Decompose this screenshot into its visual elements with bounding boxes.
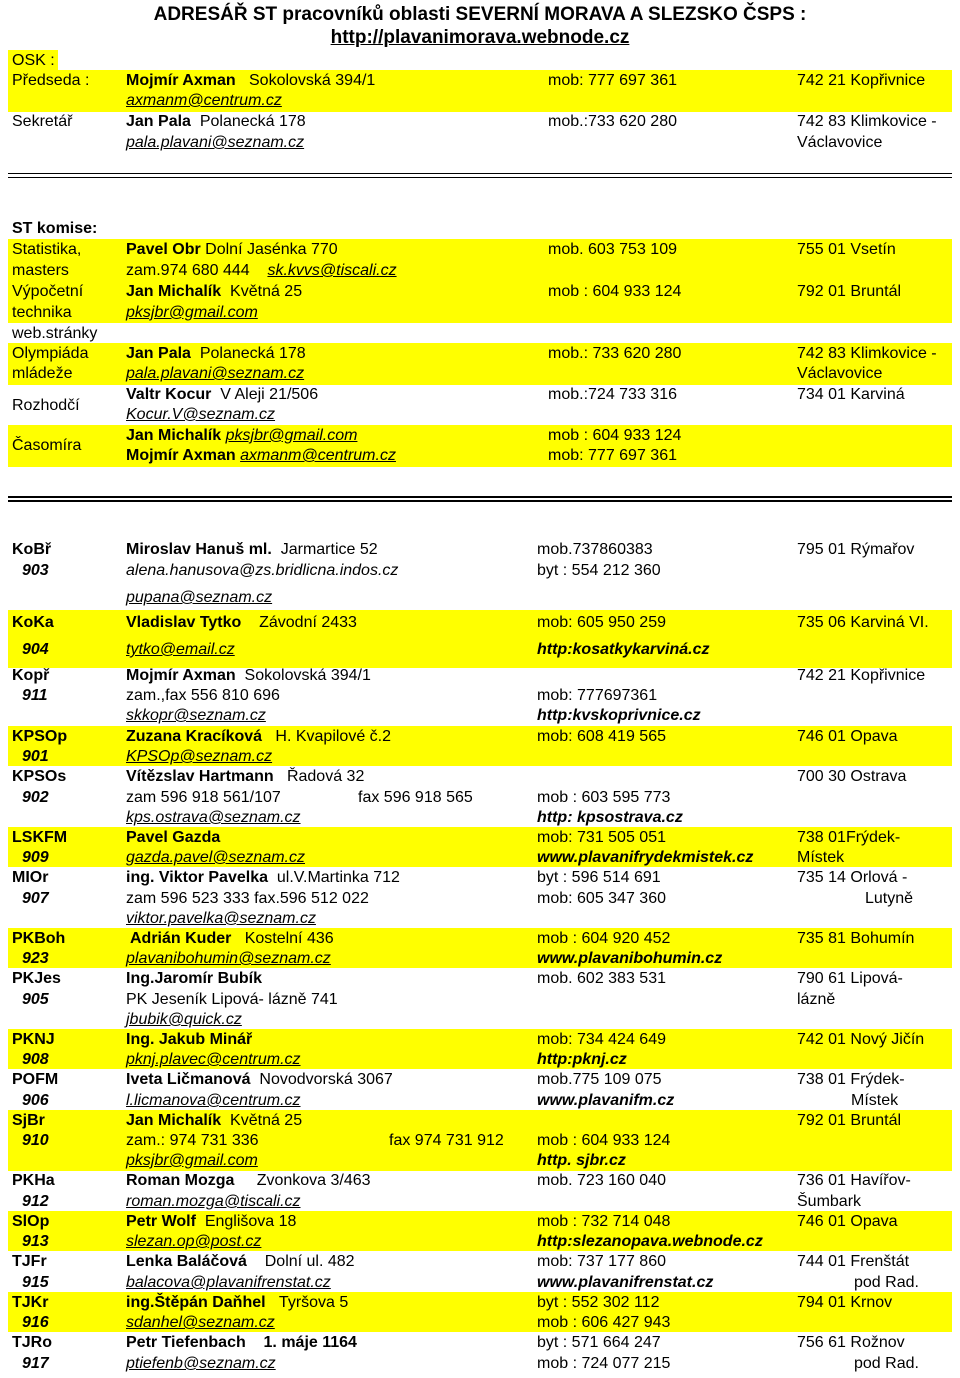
olympiada-email[interactable]: pala.plavani@seznam.cz [126, 365, 305, 382]
club-address: Sokolovská 394/1 [244, 667, 371, 684]
club-person: Petr Wolf [126, 1213, 196, 1230]
club-code: PKBoh [12, 930, 66, 947]
club-code: TJKr [12, 1294, 49, 1311]
club-number: 903 [22, 562, 49, 579]
club-code: KPSOp [12, 728, 68, 745]
predseda-phone: mob: 777 697 361 [548, 72, 677, 89]
club-city-2: Lutyně [865, 890, 914, 907]
club-city: 742 01 Nový Jičín [797, 1031, 925, 1048]
club-web[interactable]: www.plavanibohumin.cz [537, 950, 723, 967]
club-person: Zuzana Kracíková [126, 728, 263, 745]
club-number: 916 [22, 1314, 49, 1331]
club-person: Vítězslav Hartmann [126, 768, 274, 785]
club-code: Kopř [12, 667, 50, 684]
olympiada-phone: mob.: 733 620 280 [548, 345, 682, 362]
sekretar-phone: mob.:733 620 280 [548, 113, 677, 130]
club-code: TJFr [12, 1253, 47, 1270]
club-city: 735 81 Bohumín [797, 930, 915, 947]
club-phone: mob.737860383 [537, 541, 653, 558]
club-phone: mob : 732 714 048 [537, 1213, 671, 1230]
club-code: KPSOs [12, 768, 67, 785]
olympiada-role-2: mládeže [12, 365, 73, 382]
club-contact [126, 1212, 296, 1232]
statistika-contact-2 [126, 261, 397, 281]
club-person: Mojmír Axman [126, 667, 236, 684]
club-number: 913 [22, 1233, 49, 1250]
club-code: KoKa [12, 614, 54, 631]
club-phone: mob: 731 505 051 [537, 829, 666, 846]
divider [8, 496, 952, 498]
club-web[interactable]: http:pknj.cz [537, 1051, 627, 1068]
club-number: 904 [22, 641, 49, 658]
club-city-1: 790 61 Lipová- [797, 970, 903, 987]
club-person: Lenka Baláčová [126, 1253, 247, 1270]
club-email[interactable]: l.licmanova@centrum.cz [126, 1092, 301, 1109]
club-number: 910 [22, 1132, 49, 1149]
club-number: 908 [22, 1051, 49, 1068]
club-person: Ing. Jakub Minář [126, 1031, 253, 1048]
club-phone: mob: 734 424 649 [537, 1031, 666, 1048]
club-address: Tyršova 5 [278, 1294, 349, 1311]
vypocetni-role-1: Výpočetní [12, 283, 84, 300]
club-person: Iveta Ličmanová [126, 1071, 251, 1088]
club-city-1: 756 61 Rožnov [797, 1334, 905, 1351]
club-city: 792 01 Bruntál [797, 1112, 902, 1129]
club-contact [126, 1252, 355, 1272]
vypocetni-contact [126, 282, 302, 302]
club-web[interactable]: http: kpsostrava.cz [537, 809, 683, 826]
sekretar-email[interactable]: pala.plavani@seznam.cz [126, 134, 305, 151]
club-extra: zam.: 974 731 336 [126, 1132, 259, 1149]
vypocetni-name: Jan Michalík [126, 283, 222, 300]
rozhodci-contact [126, 385, 318, 405]
club-web[interactable]: http. sjbr.cz [537, 1152, 626, 1169]
club-email[interactable]: plavanibohumin@seznam.cz [126, 950, 331, 967]
club-number: 912 [22, 1193, 49, 1210]
club-phone-2: mob : 606 427 943 [537, 1314, 671, 1331]
club-address: Dolní ul. 482 [264, 1253, 355, 1270]
statistika-email[interactable]: sk.kvvs@tiscali.cz [267, 262, 397, 279]
casomira-phone-2: mob: 777 697 361 [548, 447, 677, 464]
club-contact [126, 868, 400, 888]
club-extra: PK Jeseník Lipová- lázně 741 [126, 991, 338, 1008]
club-contact [126, 613, 357, 633]
vypocetni-email[interactable]: pksjbr@gmail.com [126, 304, 258, 321]
sekretar-contact [126, 112, 306, 132]
club-phone: mob.775 109 075 [537, 1071, 662, 1088]
predseda-role: Předseda : [12, 72, 90, 89]
statistika-city: 755 01 Vsetín [797, 241, 896, 258]
club-address: Englišova 18 [204, 1213, 297, 1230]
club-web[interactable]: http:kvskoprivnice.cz [537, 707, 701, 724]
sekretar-name: Jan Pala [126, 113, 191, 130]
club-email[interactable]: slezan.op@post.cz [126, 1233, 262, 1250]
vypocetni-phone: mob : 604 933 124 [548, 283, 682, 300]
club-city-2: lázně [797, 991, 836, 1008]
website-link[interactable]: http://plavanimorava.webnode.cz [330, 27, 630, 48]
club-email[interactable]: pknj.plavec@centrum.cz [126, 1051, 301, 1068]
club-fax: fax 596 918 565 [358, 789, 473, 806]
club-contact [126, 727, 391, 747]
club-contact [126, 1070, 393, 1090]
club-address: Kostelní 436 [244, 930, 334, 947]
club-phone: byt : 596 514 691 [537, 869, 661, 886]
club-phone: mob: 737 177 860 [537, 1253, 666, 1270]
club-number: 915 [22, 1274, 49, 1291]
club-email[interactable]: tytko@email.cz [126, 641, 235, 658]
club-city: 700 30 Ostrava [797, 768, 907, 785]
club-email[interactable]: gazda.pavel@seznam.cz [126, 849, 305, 866]
club-address: Květná 25 [230, 1112, 303, 1129]
rozhodci-city: 734 01 Karviná [797, 386, 905, 403]
divider [8, 177, 952, 178]
predseda-contact [126, 71, 375, 91]
club-address: Zvonkova 3/463 [256, 1172, 371, 1189]
rozhodci-name: Valtr Kocur [126, 386, 212, 403]
casomira-role: Časomíra [12, 437, 82, 454]
club-city-1: 736 01 Havířov- [797, 1172, 911, 1189]
club-contact [126, 1293, 348, 1313]
club-phone-2: byt : 554 212 360 [537, 562, 661, 579]
club-address: ul.V.Martinka 712 [276, 869, 400, 886]
club-web[interactable]: www.plavanifrenstat.cz [537, 1274, 714, 1291]
club-phone: mob: 777697361 [537, 687, 658, 704]
statistika-role-2: masters [12, 262, 69, 279]
club-contact [126, 1111, 302, 1131]
club-person: Vladislav Tytko [126, 614, 242, 631]
club-city-1: 738 01Frýdek- [797, 829, 901, 846]
rozhodci-email[interactable]: Kocur.V@seznam.cz [126, 406, 276, 423]
club-person: Miroslav Hanuš ml. [126, 541, 272, 558]
club-phone-2: mob : 724 077 215 [537, 1355, 671, 1372]
vypocetni-role-3: web.stránky [12, 325, 98, 342]
club-number: 906 [22, 1092, 49, 1109]
statistika-role-1: Statistika, [12, 241, 82, 258]
club-phone: mob : 604 933 124 [537, 1132, 671, 1149]
vypocetni-city: 792 01 Bruntál [797, 283, 902, 300]
club-person: Roman Mozga [126, 1172, 235, 1189]
club-address: Novodvorská 3067 [259, 1071, 393, 1088]
club-person: Jan Michalík [126, 1112, 222, 1129]
club-number: 901 [22, 748, 49, 765]
club-number: 917 [22, 1355, 49, 1372]
statistika-name: Pavel Obr [126, 241, 201, 258]
club-number: 902 [22, 789, 49, 806]
casomira-phone-1: mob : 604 933 124 [548, 427, 682, 444]
club-code: MIOr [12, 869, 49, 886]
club-code: PKJes [12, 970, 61, 987]
olympiada-address: Polanecká 178 [199, 345, 306, 362]
club-phone: mob: 605 950 259 [537, 614, 666, 631]
club-contact [126, 666, 371, 686]
club-city-2: pod Rad. [854, 1274, 919, 1291]
club-city-2: Místek [851, 1092, 899, 1109]
divider [8, 500, 952, 502]
club-email[interactable]: pupana@seznam.cz [126, 589, 273, 606]
club-address: Závodní 2433 [259, 614, 357, 631]
predseda-email[interactable]: axmanm@centrum.cz [126, 92, 282, 109]
olympiada-city-1: 742 83 Klimkovice - [797, 345, 937, 362]
club-contact [126, 767, 364, 787]
olympiada-contact [126, 344, 306, 364]
club-city: 746 01 Opava [797, 1213, 898, 1230]
club-address: Jarmartice 52 [280, 541, 378, 558]
club-code: PKHa [12, 1172, 55, 1189]
club-phone: mob. 723 160 040 [537, 1172, 666, 1189]
club-email[interactable]: ptiefenb@seznam.cz [126, 1355, 276, 1372]
club-city-1: 744 01 Frenštát [797, 1253, 910, 1270]
club-code: KoBř [12, 541, 52, 558]
statistika-address: Dolní Jasénka 770 [205, 241, 338, 258]
club-phone-2: mob: 605 347 360 [537, 890, 666, 907]
club-web[interactable]: http:slezanopava.webnode.cz [537, 1233, 763, 1250]
club-extra: zam.,fax 556 810 696 [126, 687, 280, 704]
olympiada-name: Jan Pala [126, 345, 191, 362]
club-number: 905 [22, 991, 49, 1008]
club-person: ing. Viktor Pavelka [126, 869, 268, 886]
club-code: LSKFM [12, 829, 68, 846]
club-email[interactable]: balacova@plavanifrenstat.cz [126, 1274, 331, 1291]
club-city: 735 06 Karviná VI. [797, 614, 929, 631]
club-address: 1. máje 1164 [263, 1334, 357, 1351]
club-code: SjBr [12, 1112, 45, 1129]
casomira-contact-2 [126, 446, 396, 466]
predseda-address: Sokolovská 394/1 [249, 72, 376, 89]
casomira-email-2[interactable]: axmanm@centrum.cz [240, 447, 396, 464]
club-email[interactable]: skkopr@seznam.cz [126, 707, 266, 724]
club-email[interactable]: viktor.pavelka@seznam.cz [126, 910, 316, 927]
club-city-2: Místek [797, 849, 845, 866]
predseda-name: Mojmír Axman [126, 72, 236, 89]
club-contact [126, 540, 378, 560]
club-person: ing.Štěpán Daňhel [126, 1294, 266, 1311]
club-email[interactable]: KPSOp@seznam.cz [126, 748, 273, 765]
club-number: 909 [22, 849, 49, 866]
sekretar-city-2: Václavovice [797, 134, 883, 151]
casomira-contact-1 [126, 426, 357, 446]
rozhodci-phone: mob.:724 733 316 [548, 386, 677, 403]
sekretar-address: Polanecká 178 [199, 113, 306, 130]
olympiada-role-1: Olympiáda [12, 345, 89, 362]
club-city-2: pod Rad. [854, 1355, 919, 1372]
predseda-city: 742 21 Kopřivnice [797, 72, 926, 89]
club-city: 742 21 Kopřivnice [797, 667, 926, 684]
club-address: H. Kvapilové č.2 [275, 728, 392, 745]
club-phone: mob : 603 595 773 [537, 789, 671, 806]
club-contact [130, 929, 334, 949]
club-city: 795 01 Rýmařov [797, 541, 915, 558]
club-email[interactable]: sdanhel@seznam.cz [126, 1314, 275, 1331]
statistika-contact [126, 240, 338, 260]
club-extra: zam 596 523 333 fax.596 512 022 [126, 890, 369, 907]
rozhodci-address: V Aleji 21/506 [220, 386, 319, 403]
club-city: 746 01 Opava [797, 728, 898, 745]
club-contact [126, 1333, 357, 1353]
casomira-name-1: Jan Michalík [126, 427, 222, 444]
olympiada-city-2: Václavovice [797, 365, 883, 382]
club-city: 794 01 Krnov [797, 1294, 893, 1311]
club-extra: zam 596 918 561/107 [126, 789, 281, 806]
club-phone: mob. 602 383 531 [537, 970, 666, 987]
club-address: Řadová 32 [286, 768, 365, 785]
sekretar-role: Sekretář [12, 113, 73, 130]
osk-heading: OSK : [12, 52, 55, 69]
club-fax: fax 974 731 912 [389, 1132, 504, 1149]
sekretar-city-1: 742 83 Klimkovice - [797, 113, 937, 130]
club-email[interactable]: kps.ostrava@seznam.cz [126, 809, 301, 826]
st-komise-heading: ST komise: [12, 220, 98, 237]
club-person: Adrián Kuder [130, 930, 232, 947]
club-phone: mob: 608 419 565 [537, 728, 666, 745]
club-city-1: 738 01 Frýdek- [797, 1071, 905, 1088]
club-web[interactable]: http:kosatkykarviná.cz [537, 641, 710, 658]
club-person: Petr Tiefenbach [126, 1334, 246, 1351]
divider [8, 173, 952, 174]
club-code: POFM [12, 1071, 59, 1088]
club-extra-email: alena.hanusova@zs.bridlicna.indos.cz [126, 562, 399, 579]
club-contact [126, 1171, 371, 1191]
club-number: 923 [22, 950, 49, 967]
casomira-name-2: Mojmír Axman [126, 447, 236, 464]
club-city-2: Šumbark [797, 1193, 862, 1210]
club-web[interactable]: www.plavanifm.cz [537, 1092, 675, 1109]
club-city-1: 735 14 Orlová - [797, 869, 908, 886]
vypocetni-address: Květná 25 [230, 283, 303, 300]
rozhodci-role: Rozhodčí [12, 397, 80, 414]
club-web[interactable]: www.plavanifrydekmistek.cz [537, 849, 754, 866]
club-phone: byt : 552 302 112 [537, 1294, 660, 1311]
club-phone: mob : 604 920 452 [537, 930, 671, 947]
club-code: TJRo [12, 1334, 52, 1351]
club-person: Ing.Jaromír Bubík [126, 970, 263, 987]
club-number: 911 [22, 687, 48, 704]
club-number: 907 [22, 890, 49, 907]
club-phone: byt : 571 664 247 [537, 1334, 661, 1351]
vypocetni-role-2: technika [12, 304, 72, 321]
club-person: Pavel Gazda [126, 829, 221, 846]
club-email[interactable]: pksjbr@gmail.com [126, 1152, 258, 1169]
page-title: ADRESÁŘ ST pracovníků oblasti SEVERNÍ MORAVA A SLEZSKO ČSPS : [153, 4, 807, 25]
club-email[interactable]: roman.mozga@tiscali.cz [126, 1193, 301, 1210]
club-email[interactable]: jbubik@quick.cz [126, 1011, 242, 1028]
club-code: PKNJ [12, 1031, 55, 1048]
statistika-phone: mob. 603 753 109 [548, 241, 677, 258]
casomira-email-1[interactable]: pksjbr@gmail.com [225, 427, 358, 444]
statistika-phone2: zam.974 680 444 [126, 262, 250, 279]
club-code: SlOp [12, 1213, 50, 1230]
